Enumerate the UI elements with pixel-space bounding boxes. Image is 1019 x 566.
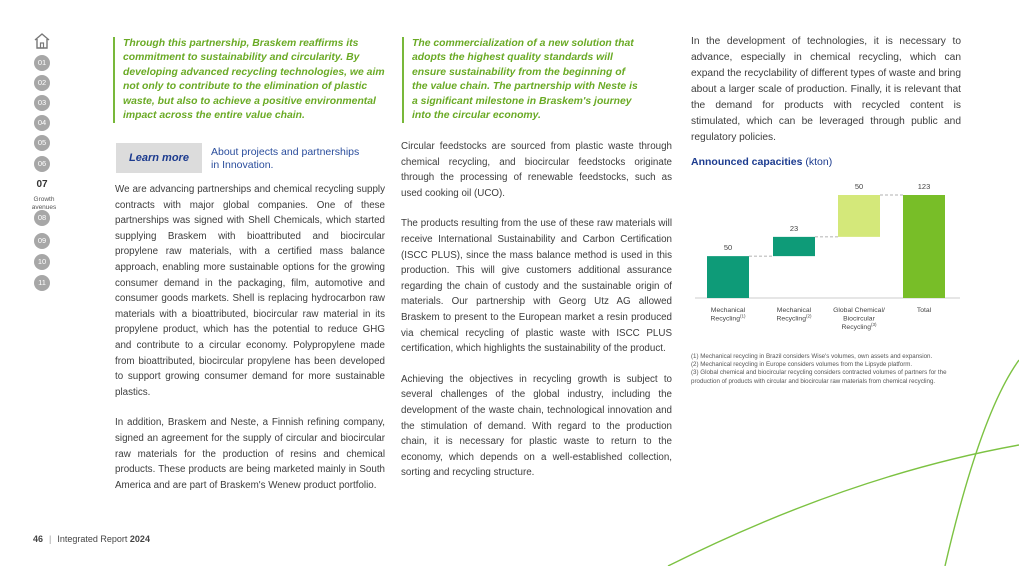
category-label-0: Mechanical Recycling$^{(1)}$ <box>710 307 746 323</box>
nav-item-03[interactable]: 03 <box>34 95 50 111</box>
nav-item-07[interactable]: 07 <box>34 177 50 193</box>
category-label-3: Total <box>916 307 932 314</box>
chart-title-text: Announced capacities <box>691 156 803 168</box>
bar-0 <box>707 256 749 298</box>
paragraph: In the development of technologies, it is necessary to advance, especially in chemical recycling, which can expand the recyclability of different types of waste and bring about a larger scale of production. Finally, it is relevant that the demand for products with recycled content is stimulated, which can be leveraged through public and regulatory policies. <box>691 36 961 143</box>
chart-title <box>691 156 832 168</box>
learn-more-link[interactable]: About projects and partnerships in Innovation. <box>211 146 360 171</box>
paragraph: Circular feedstocks are sourced from plastic waste through chemical recycling, and biocircular feedstocks originate through the processing of renewable feedstocks, such as used cooking oil (UCO). <box>401 141 672 199</box>
paragraph: We are advancing partnerships and chemical recycling supply contracts with major global companies. One of these partnerships was signed with Shell Chemicals, which started supplying Braskem with bioattributed and biocircular propylene raw materials, with a certified mass balance approach, enabling more sustainable options for the growing consumer demand in the packaging, film, automotive and consumer goods markets. Shell is replacing hydrocarbon raw materials with a bioattributed, biocircular raw material in its propylene product, which has the potential to reduce GHG and contribute to a circular economy. Polypropylene made from bioattributed, biocircular propylene has been developed to support growing consumer demand for more sustainable plastics. <box>115 184 385 398</box>
footnote: (2) Mechanical recycling in Europe considers volumes from the Lipsyde platform. <box>691 361 913 369</box>
home-icon[interactable] <box>33 32 51 50</box>
nav-item-10[interactable]: 10 <box>34 254 50 270</box>
nav-item-01[interactable]: 01 <box>34 55 50 71</box>
quote-braskem: Through this partnership, Braskem reaffirms its commitment to sustainability and circularity. By developing advanced recycling technologies, we aim not only to contribute to the elimination of plastic waste, but also to achieve a positive environmental impact across the entire value chain. <box>113 37 391 123</box>
quote-neste: The commercialization of a new solution that adopts the highest quality standards will ensure sustainability from the beginning of the value chain. The partnership with Neste is a significant milestone in Braskem's journey into the circular economy. <box>402 37 642 123</box>
bar-1 <box>773 237 815 256</box>
data-label-0: 50 <box>723 243 733 253</box>
report-name: Integrated Report <box>57 534 128 544</box>
learn-more-button[interactable]: Learn more <box>116 143 202 173</box>
footer-separator: | <box>49 534 52 544</box>
data-label-3: 123 <box>917 182 931 191</box>
bar-3 <box>903 195 945 298</box>
data-label-1: 23 <box>789 223 799 233</box>
paragraph: Achieving the objectives in recycling growth is subject to several challenges of the global industry, including the development of the waste chain, technological innovation and the stimulation of demand. With regard to the production chain, it is necessary for plastic waste to return to the economy, which depends on a well-established collection, sorting and recycling structure. <box>401 373 672 479</box>
report-year: 2024 <box>129 534 150 544</box>
nav-item-04[interactable]: 04 <box>34 115 50 131</box>
capacity-chart <box>690 175 970 340</box>
nav-active-label: Growth avenues <box>31 196 57 211</box>
nav-item-06[interactable]: 06 <box>34 156 50 172</box>
nav-item-11[interactable]: 11 <box>34 275 50 291</box>
page-footer <box>33 534 150 544</box>
footnote: (3) Global chemical and biocircular recycling considers contracted volumes of partners for the production of products with circular and biocircular raw materials from chemical recycling. <box>691 369 947 385</box>
paragraph: In addition, Braskem and Neste, a Finnish refining company, signed an agreement for the supply of circular and biocircular raw materials for the production of resins and chemical products. These products are being marketed mainly in South America and are part of Braskem's Wenew product portfolio. <box>115 417 385 491</box>
footnote: (1) Mechanical recycling in Brazil considers Wise's volumes, own assets and expansion. <box>691 353 933 360</box>
col3-text <box>691 34 961 146</box>
page-number: 46 <box>33 534 44 544</box>
data-label-2: 50 <box>854 182 864 191</box>
col2-text <box>401 139 672 481</box>
category-label-2: Global Chemical/ Biocircular Recycling$^{(3)}$ <box>833 307 885 331</box>
chart-unit: (kton) <box>805 156 833 168</box>
nav-item-02[interactable]: 02 <box>34 75 50 91</box>
col1-text <box>115 182 385 493</box>
nav-item-08[interactable]: 08 <box>34 210 50 226</box>
category-label-1: Mechanical Recycling$^{(2)}$ <box>776 307 812 323</box>
paragraph: The products resulting from the use of these raw materials will receive International Sustainability and Carbon Certification (ISCC PLUS), since the mass balance method is used in this production. This will give customers additional assurance regarding the chain of custody and the sustainable origin of materials. Our partnership with Georg Utz AG allowed Braskem to present to the European market a resin produced via chemical recycling of plastic waste with ISCC PLUS certification, which highlights the sustainability of the product. <box>401 218 672 355</box>
nav-item-09[interactable]: 09 <box>34 233 50 249</box>
nav-item-05[interactable]: 05 <box>34 135 50 151</box>
chart-footnotes <box>691 353 966 386</box>
bar-2 <box>838 195 880 237</box>
